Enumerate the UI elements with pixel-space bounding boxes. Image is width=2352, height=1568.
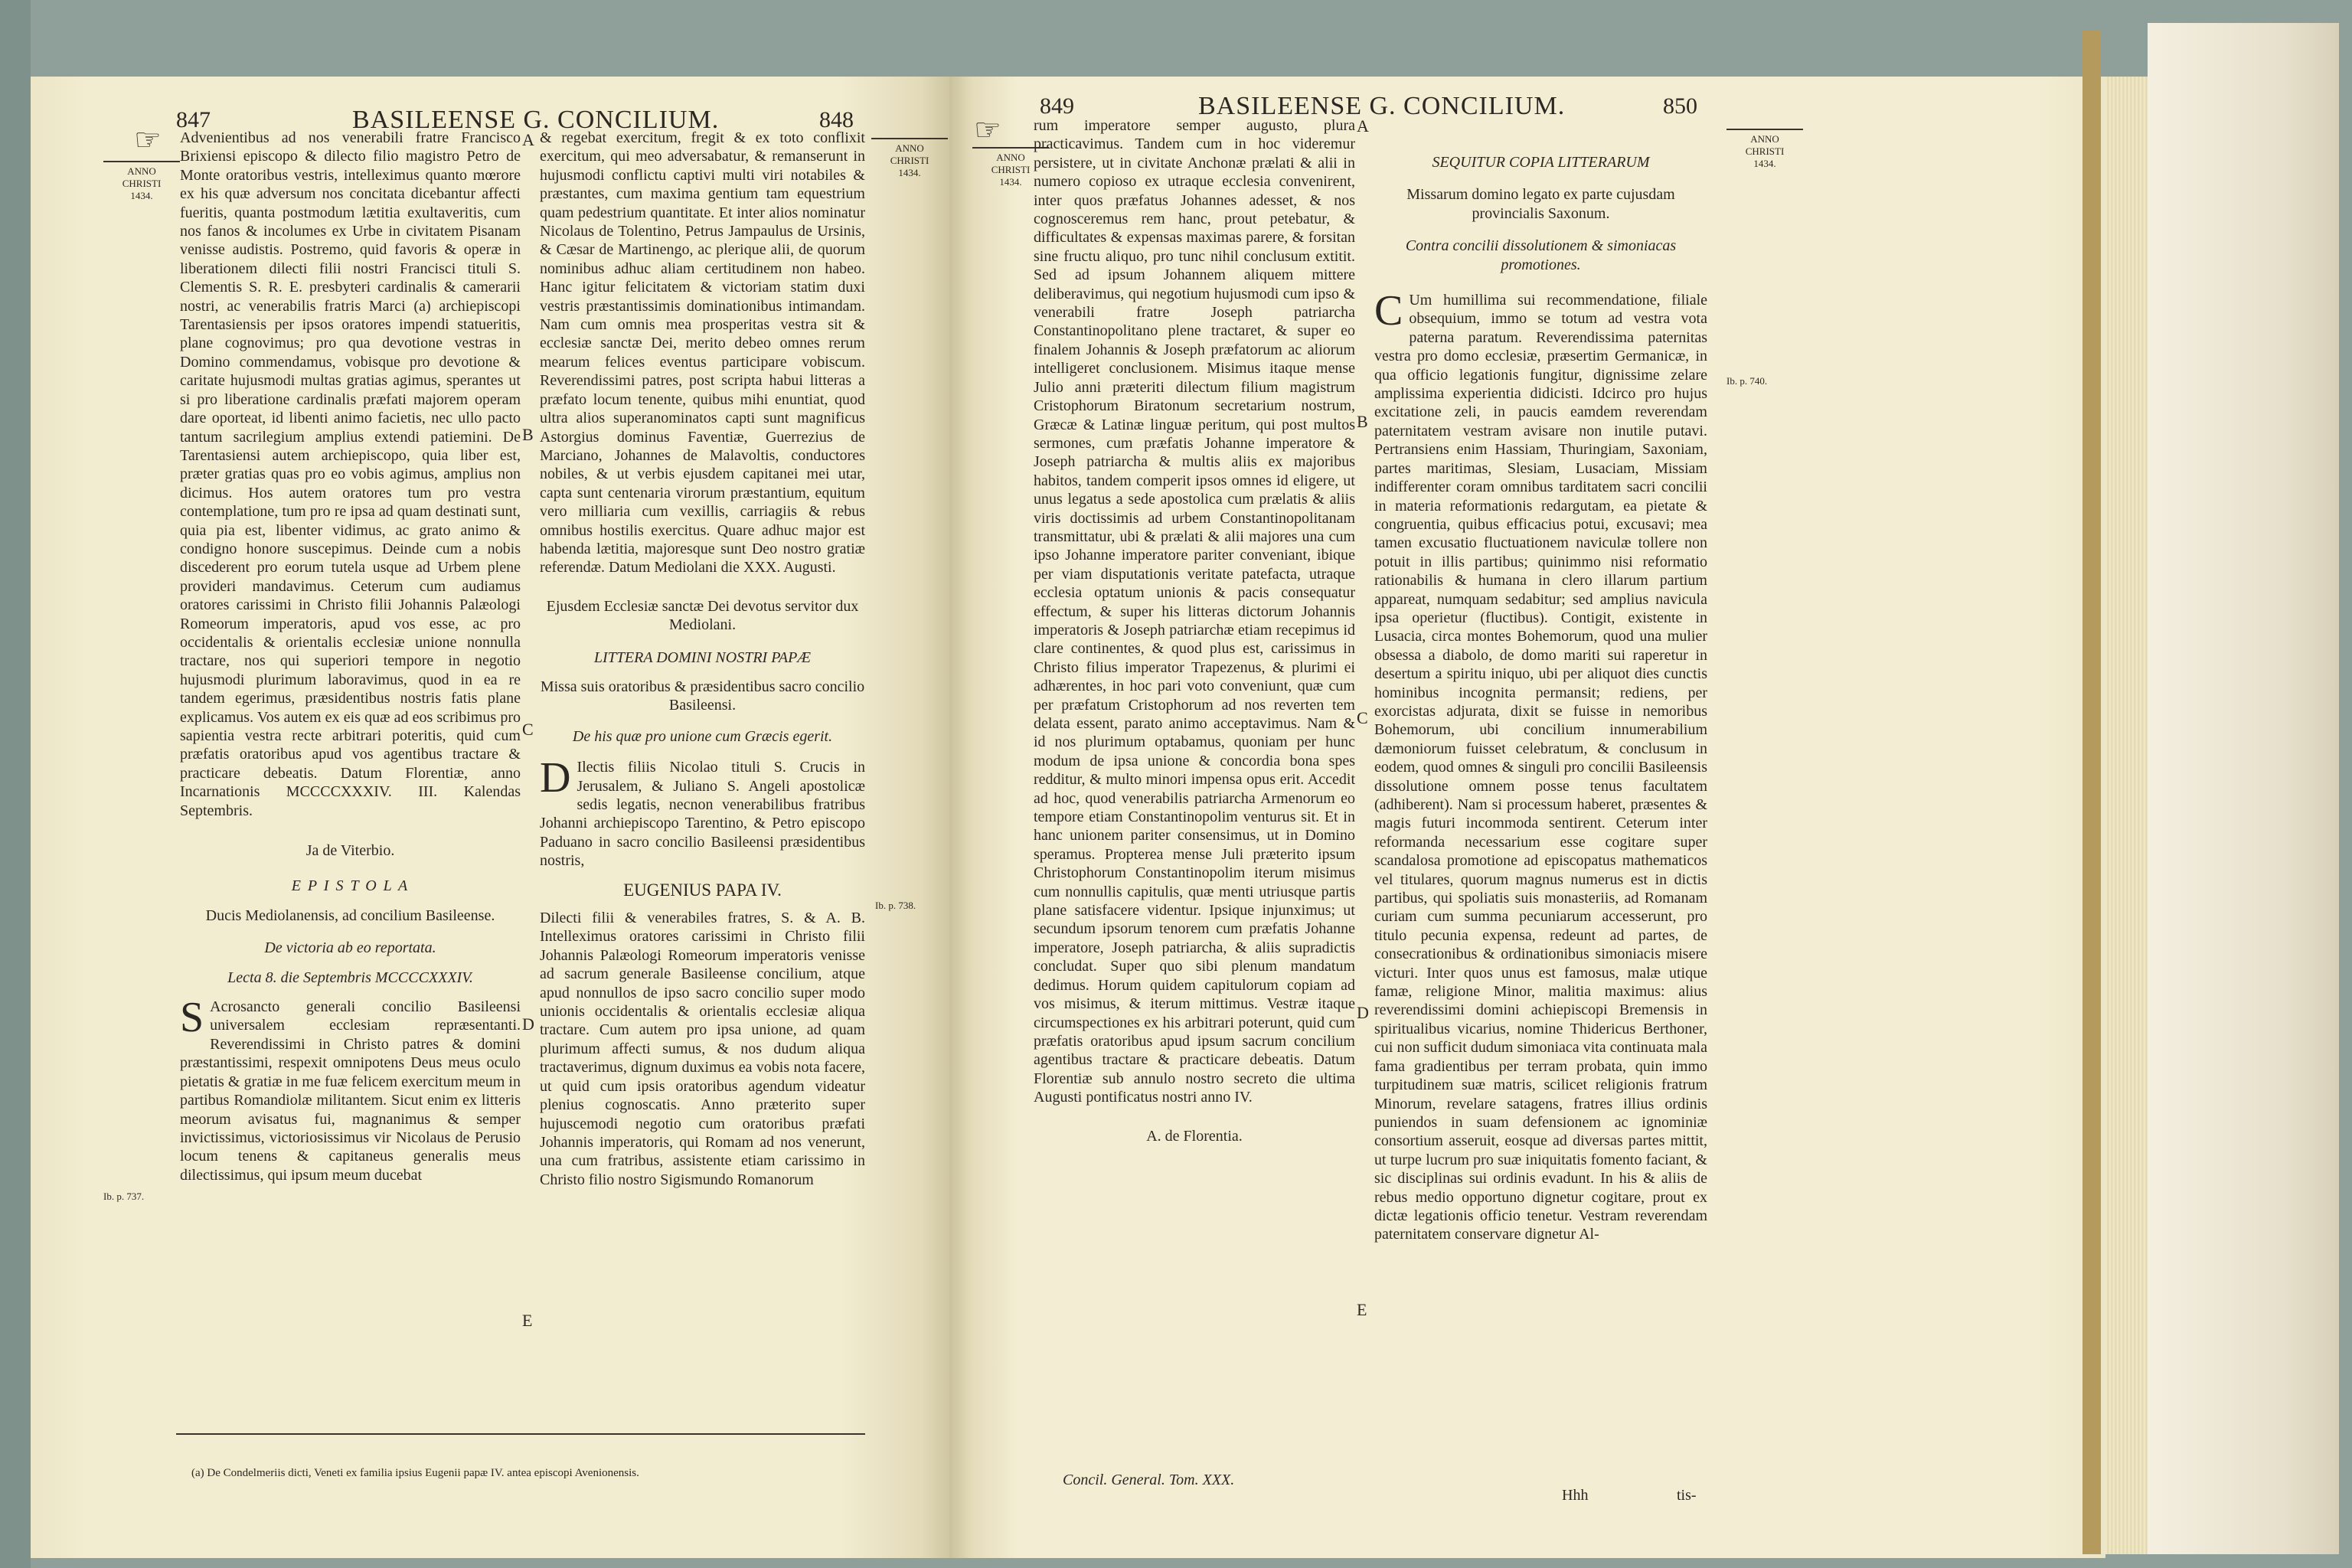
section-letter-d: D bbox=[1357, 1003, 1369, 1022]
page-edges bbox=[2105, 77, 2148, 1554]
binding bbox=[2148, 23, 2339, 1554]
section-letter-b: B bbox=[522, 425, 534, 444]
letter-text-2: S Acrosancto generali concilio Basileensi universalem ecclesiam repræsentanti. Reverendissimi in Christo patres & domini præstantissimi, respexit omnipotens Deus meus oculo pietatis & gratiæ in me fuæ felicem exercitum meum in partibus Romandiolæ militantem. Sicut enim ex litteris meorum avisatus fui, magnanimus & semper invictissimus, victoriosissimus vir Nicolaus de Perusio locum tenens & capitaneus generalis meus dilectissimus, qui ipsum meum ducebat bbox=[180, 994, 521, 1184]
section-letter-c: C bbox=[1357, 708, 1368, 727]
column-number-right: 850 bbox=[1663, 93, 1697, 119]
section-letter-d: D bbox=[522, 1014, 534, 1034]
column-850 bbox=[1374, 153, 1707, 1244]
section-subtitle: Missa suis oratoribus & præsidentibus sacro concilio Basileensi. bbox=[540, 678, 865, 714]
margin-reference: Ib. p. 740. bbox=[1726, 375, 1768, 387]
footnote-rule bbox=[176, 1433, 865, 1435]
letter-text: C Um humillima sui recommendatione, filiale obsequium, immo se totum ad vestra vota paterna paratum. Reverendissima paternitas vestra pro domo ecclesiæ, præsertim Germanicæ, in qua officio legationis fungitur, dignissime zelare amplissima experientia didicisti. Idcirco pro hujus excitatione zeli, in paucis eamdem reverendam paternitatem vestram avisare non inutile putavi. Pertransiens enim Hassiam, Thuringiam, Saxoniam, partes maritimas, Slesiam, Lusaciam, Missiam indifferenter coram omnibus tarditatem sacri concilii in materia reformationis redargutam, ea pietate & congruentia, quibus efficacius potui, excusavi; mea tamen excusatio fluctuationem naviculæ tollere non potuit in illis partibus; quinimmo nisi reformatio rationabilis & humana in clero illarum partium appareat, numquam sedabitur; sed amplius navicula ipsa operietur (fluctibus). Contigit, existente in Lusacia, circa montes Bohemorum, quod una mulier obsessa a diabolo, de domo mariti sui raperetur in desertum a spiritu iniquo, ubi per aliquot dies cunctis hominibus incognita permansit; rediens, per exorcistas adjurata, dixit se fuisse in nemoribus Bohemorum, ubi concilium innumerabilium dæmoniorum fuisset celebratum, & conclusum in eodem, quod omnes & singuli pro concilii Basileensis dissolutione omnem posse tenus facultatem (adhiberent). Nam si processum haberet, præsentes & magis futuri incommoda sentirent. Ceterum inter reformanda necessarium esse cogitare super scandalosa promotione ad episcopatus mathematicos vel titulares, quorum magnus numerus est in dictis partibus, qui spoliatis suis monasteriis, ad Romanam curiam cum summa pecuniarum accesserunt, pro titulo pecunia expensa, redeunt ad partes, de consecrationibus & ordinationibus simoniacis misere victuri. Inter quos unus est famosus, malæ utique famæ, religione Minor, malitia maximus: alius reverendissimi domini achiepiscopi Bremensis in spiritualibus vicarius, nomine Thidericus Berthoner, cui non sufficit dudum simoniaca vita continuata mala fama gradientibus per terram probata, quin immo turpitudinem suæ matris, scilicet religionis fratrum Minorum, revelare satagens, fratres illius ordinis puniendos in suam defensionem ac ignominiæ consortium asseruit, eosque ad diversas partes mittit, ut turpe lucrum pro suæ iniquitatis fomento faciant, & sic disciplinas sui ordinis evadunt. In his & aliis de rebus medio opportuno dignetur cogitare, prout ex dictæ legationis officio tenetur. Vestram reverendam paternitatem conservare dignetur Al- bbox=[1374, 287, 1707, 1243]
section-italic-title: De victoria ab eo reportata. bbox=[264, 939, 436, 957]
section-subtitle: Ducis Mediolanensis, ad concilium Basileense. bbox=[205, 906, 495, 924]
right-page bbox=[949, 77, 2105, 1558]
section-letter-e: E bbox=[1357, 1300, 1367, 1319]
signatory: A. de Florentia. bbox=[1146, 1127, 1243, 1145]
section-letter-e: E bbox=[522, 1311, 533, 1330]
section-italic-title: Contra concilii dissolutionem & simoniacas promotiones. bbox=[1405, 237, 1677, 273]
margin-reference: Ib. p. 738. bbox=[875, 900, 916, 911]
letter-text: & regebat exercitum, fregit & ex toto conflixit exercitum, qui meo adversabatur, & remanserunt in hujusmodi conflictu captivi multi viri notabiles & præstantes, cum maxima gentium tam equestrium quam pedestrium quantitate. Et inter alios nominatur Nicolaus de Tolentino, Petrus Jampaulus de Ursinis, & Cæsar de Martinengo, ac plerique alii, de quorum nominibus adhuc aliam certitudinem non habeo. Hanc igitur felicitatem & victoriam statim duxi vestris præstantissimis dominationibus intimandam. Nam cum omnis mea prosperitas vestra sit & ecclesiæ sanctæ Dei, merito debeo omnes rerum mearum felices eventus participare vobiscum. Reverendissimi patres, post scripta habui litteras a præfato locum tenente, quibus mihi enuntiat, quod ultra alios superanominatos capti sunt magnificus Astorgius dominus Faventiæ, Guerrezius de Marciano, Johannes de Malavoltis, conductores nobiles, & ut verbis ejusdem capitanei mei utar, capta sunt centenaria virorum præstantium, equitum vero milliaria cum vexillis, carriagiis & rebus omnibus hostilis exercitus. Quare adhuc major est habenda lætitia, majoresque sunt Deo nostro gratiæ referendæ. Datum Mediolani die XXX. Augusti. bbox=[540, 129, 865, 577]
signatory: Ja de Viterbio. bbox=[305, 842, 395, 860]
margin-reference: Ib. p. 737. bbox=[103, 1191, 145, 1202]
section-read-date: Lecta 8. die Septembris MCCCCXXXIV. bbox=[227, 969, 473, 986]
column-number-left: 847 bbox=[176, 107, 211, 132]
section-heading: SEQUITUR COPIA LITTERARUM bbox=[1432, 154, 1650, 171]
left-page bbox=[31, 77, 949, 1558]
running-title: BASILEENSE G. CONCILIUM. bbox=[352, 106, 720, 134]
anno-christi-left: ANNO CHRISTI 1434. bbox=[972, 147, 1049, 188]
column-number-left: 849 bbox=[1040, 93, 1074, 119]
letter-text-2: Dilecti filii & venerabiles fratres, S. & A. B. Intelleximus oratores carissimi in Christo filii Johannis Palæologi Romeorum imperatoris venisse ad sacrum generale Basileense concilium, atque apud nonnullos de ipso sacro concilio super modo unionis occidentalis & orientalis ecclesiæ aliqua tractare. Cum autem pro ipsa unione, ad quam plurimum affecti sumus, & nos dudum aliqua tractaverimus, dignum duximus ea vobis nota facere, ut quid cum ipsis oratoribus agendum videatur plenius cognoscatis. Anno præterito super hujuscemodi negotio cum oratoribus præfati Johannis imperatoris, qui Romam ad nos venerunt, una cum fratribus, assistente etiam carissimo in Christo filio nostro Sigismundo Romanorum bbox=[540, 910, 865, 1188]
anno-christi-right: ANNO CHRISTI 1434. bbox=[871, 138, 948, 179]
drop-cap: C bbox=[1374, 287, 1403, 335]
address-text: D Ilectis filiis Nicolao tituli S. Crucis in Jerusalem, & Juliano S. Angeli apostolicæ sedis legatis, necnon venerabilibus fratribus Johanni archiepiscopo Tarentino, & Petro episcopo Paduano in sacro concilio Basileensi præsidentibus nostris, bbox=[540, 754, 865, 870]
printer-signature: Hhh bbox=[1562, 1487, 1589, 1504]
binding-strip bbox=[2082, 31, 2101, 1554]
section-subtitle: Missarum domino legato ex parte cujusdam provincialis Saxonum. bbox=[1406, 186, 1675, 222]
column-847 bbox=[180, 129, 521, 1184]
section-heading: LITTERA DOMINI NOSTRI PAPÆ bbox=[593, 648, 812, 666]
pointing-hand-icon: ☞ bbox=[974, 113, 1001, 147]
letter-text: rum imperatore semper augusto, plura practicavimus. Tandem cum in hoc videremur persistere, ut in civitate Anchonæ prælati & alii in numero copioso ex utraque ecclesia convenirent, inter quos præfatus Johannes adesset, & nos cognosceremus rem hanc, prout petebatur, & difficultates & expensas maximas parere, & forsitan sine fructu aliquo, pro tunc nihil conclusum extitit. Sed ad ipsum Johannem aliquem mittere deliberavimus, qui negotium hujusmodi cum ipso & venerabili fratre Joseph patriarcha Constantinopolitano plene tractaret, & super eo finalem Johannis & Joseph præfatorum ac aliorum intelligeret conclusionem. Misimus itaque mense Julio anni præteriti dilectum filium magistrum Cristophorum Biratonum secretarium nostrum, Græcæ & Latinæ linguæ peritum, qui post multos sermones, cum præfatis Johanne imperatore & Joseph patriarcha & multis aliis ex majoribus habitos, tandem comperit ipsos omnes id eligere, ut unus legatus a sede apostolica cum prælatis & aliis viris doctissimis ad urbem Constantinopolitanam transmittatur, ubi & prælati & alii majores una cum ipso Johanne imperatore pariter conveniant, ibique per viam disputationis veritate patefacta, utraque ecclesia optatum unionis & pacis consequatur effectum, & super his litteras dictorum Johannis imperatoris & Joseph patriarchæ etiam recepimus id clare continentes, & quod plus est, carissimus in Christo filius imperator Trapezenus, & plurimi ei adhærentes, in hoc pari voto conveniunt, quæ cum per præfatum Cristophorum ad nos reverten tem delata essent, parato animo acceptavimus. Nam & id nos plurimum optabamus, quoniam per hunc modum de ipsa unione & concordia bona spes redditur, & multo minori impensa opus erit. Accedit ad hoc, quod venerabilis patriarcha Armenorum eo tempore etiam Constantinopolim venturus sit. Et in hanc unionem pariter consensimus, ut in Domino speramus. Propterea mense Juli præterito ipsum Christophorum Constantinopolim iterum misimus cum nonnullis capitulis, quæ menti utriusque partis plane satisfacere videntur. Ipsique injunximus; ut secundum ipsorum tenorem cum præfatis Johanne imperatore, Joseph patriarcha, & aliis supradictis concludat. Super quo sibi plenum mandatum dedimus. Horum quidem capitulorum copiam ad vos misimus, & iterum mittimus. Vestræ itaque circumspectiones ex his arbitrari poterunt, quid cum præfatis oratoribus apud ipsum sacrum concilium agentibus tractare & practicare debeatis. Datum Florentiæ sub annulo nostro secreto die ultima Augusti pontificatus nostri anno IV. bbox=[1034, 117, 1355, 1106]
drop-cap: S bbox=[180, 994, 204, 1042]
column-848 bbox=[540, 129, 865, 1189]
section-letter-b: B bbox=[1357, 412, 1368, 431]
pointing-hand-icon: ☞ bbox=[134, 122, 162, 157]
column-849 bbox=[1034, 116, 1355, 1145]
section-letter-a: A bbox=[522, 130, 534, 149]
pope-heading: EUGENIUS PAPA IV. bbox=[623, 880, 782, 900]
anno-christi-left: ANNO CHRISTI 1434. bbox=[103, 161, 180, 202]
section-heading: E P I S T O L A bbox=[291, 877, 410, 895]
drop-cap: D bbox=[540, 754, 571, 802]
section-italic-title: De his quæ pro unione cum Græcis egerit. bbox=[572, 727, 833, 745]
section-letter-a: A bbox=[1357, 116, 1369, 136]
section-letter-c: C bbox=[522, 720, 534, 739]
column-number-right: 848 bbox=[819, 107, 854, 132]
footnote: (a) De Condelmeriis dicti, Veneti ex familia ipsius Eugenii papæ IV. antea episcopi Avenionensis. bbox=[191, 1467, 639, 1479]
letter-text: Advenientibus ad nos venerabili fratre Francisco Brixiensi episcopo & dilecto filio magistro Petro de Monte oratoribus vestris, intelleximus quanto mœrore ex his quæ adversum nos concitata dicebantur affecti fueritis, quanta postmodum lætitia exultaveritis, cum nos fanos & incolumes ex Urbe in civitatem Pisanam venisse audistis. Postremo, quid favoris & operæ in liberationem dilecti filii nostri Francisci tituli S. Clementis S. R. E. presbyteri cardinalis & camerarii nostri, ac venerabilis fratris Marci (a) archiepiscopi Tarentasiensis per ipsos oratores impendi statueritis, plane cognovimus; pro qua devotione vestras in Domino commendamus, vobisque pro devotione & caritate hujusmodi multas gratias agimus, sperantes ut si pro liberatione cardinalis præfati majorem operam dare oporteat, id libenti animo facietis, nec ullo pacto tantum sacrilegium amplius extendi patiemini. De Tarentasiensi autem archiepiscopo, quia liber est, præter gratias quas pro eo vobis agimus, amplius non dicimus. Hos autem oratores tum pro vestra contemplatione, tum pro re ipsa ad quam destinati sunt, quia pia est, libenter vidimus, ac grato animo & condigno honore suscepimus. Deinde cum a nobis discederent pro eorum tutela usque ad Urbem plene provideri mandavimus. Ceterum cum audiamus oratores carissimi in Christo filii Johannis Palæologi Romeorum imperatoris, apud vos esse, ac pro occidentalis & orientalis ecclesiæ unione nonnulla tractare, nos qui superiori tempore in negotio hujusmodi plurimum laboravimus, quod in ea re tandem egerimus, præsidentibus nostris fatis plane explicamus. Vos autem ex eis quæ ad eos scribimus pro sapientia vestra recte arbitrari poteritis, quid cum præfatis oratoribus apud vos agentibus tractare & practicare debeatis. Datum Florentiæ, anno Incarnationis MCCCCXXXIV. III. Kalendas Septembris. bbox=[180, 129, 521, 819]
background-strip bbox=[0, 0, 31, 1568]
catchword: tis- bbox=[1677, 1487, 1697, 1504]
volume-footer: Concil. General. Tom. XXX. bbox=[1063, 1472, 1235, 1488]
signatory: Ejusdem Ecclesiæ sanctæ Dei devotus servitor dux Mediolani. bbox=[546, 597, 859, 634]
running-title: BASILEENSE G. CONCILIUM. bbox=[1198, 92, 1566, 120]
anno-christi-right: ANNO CHRISTI 1434. bbox=[1726, 129, 1803, 170]
